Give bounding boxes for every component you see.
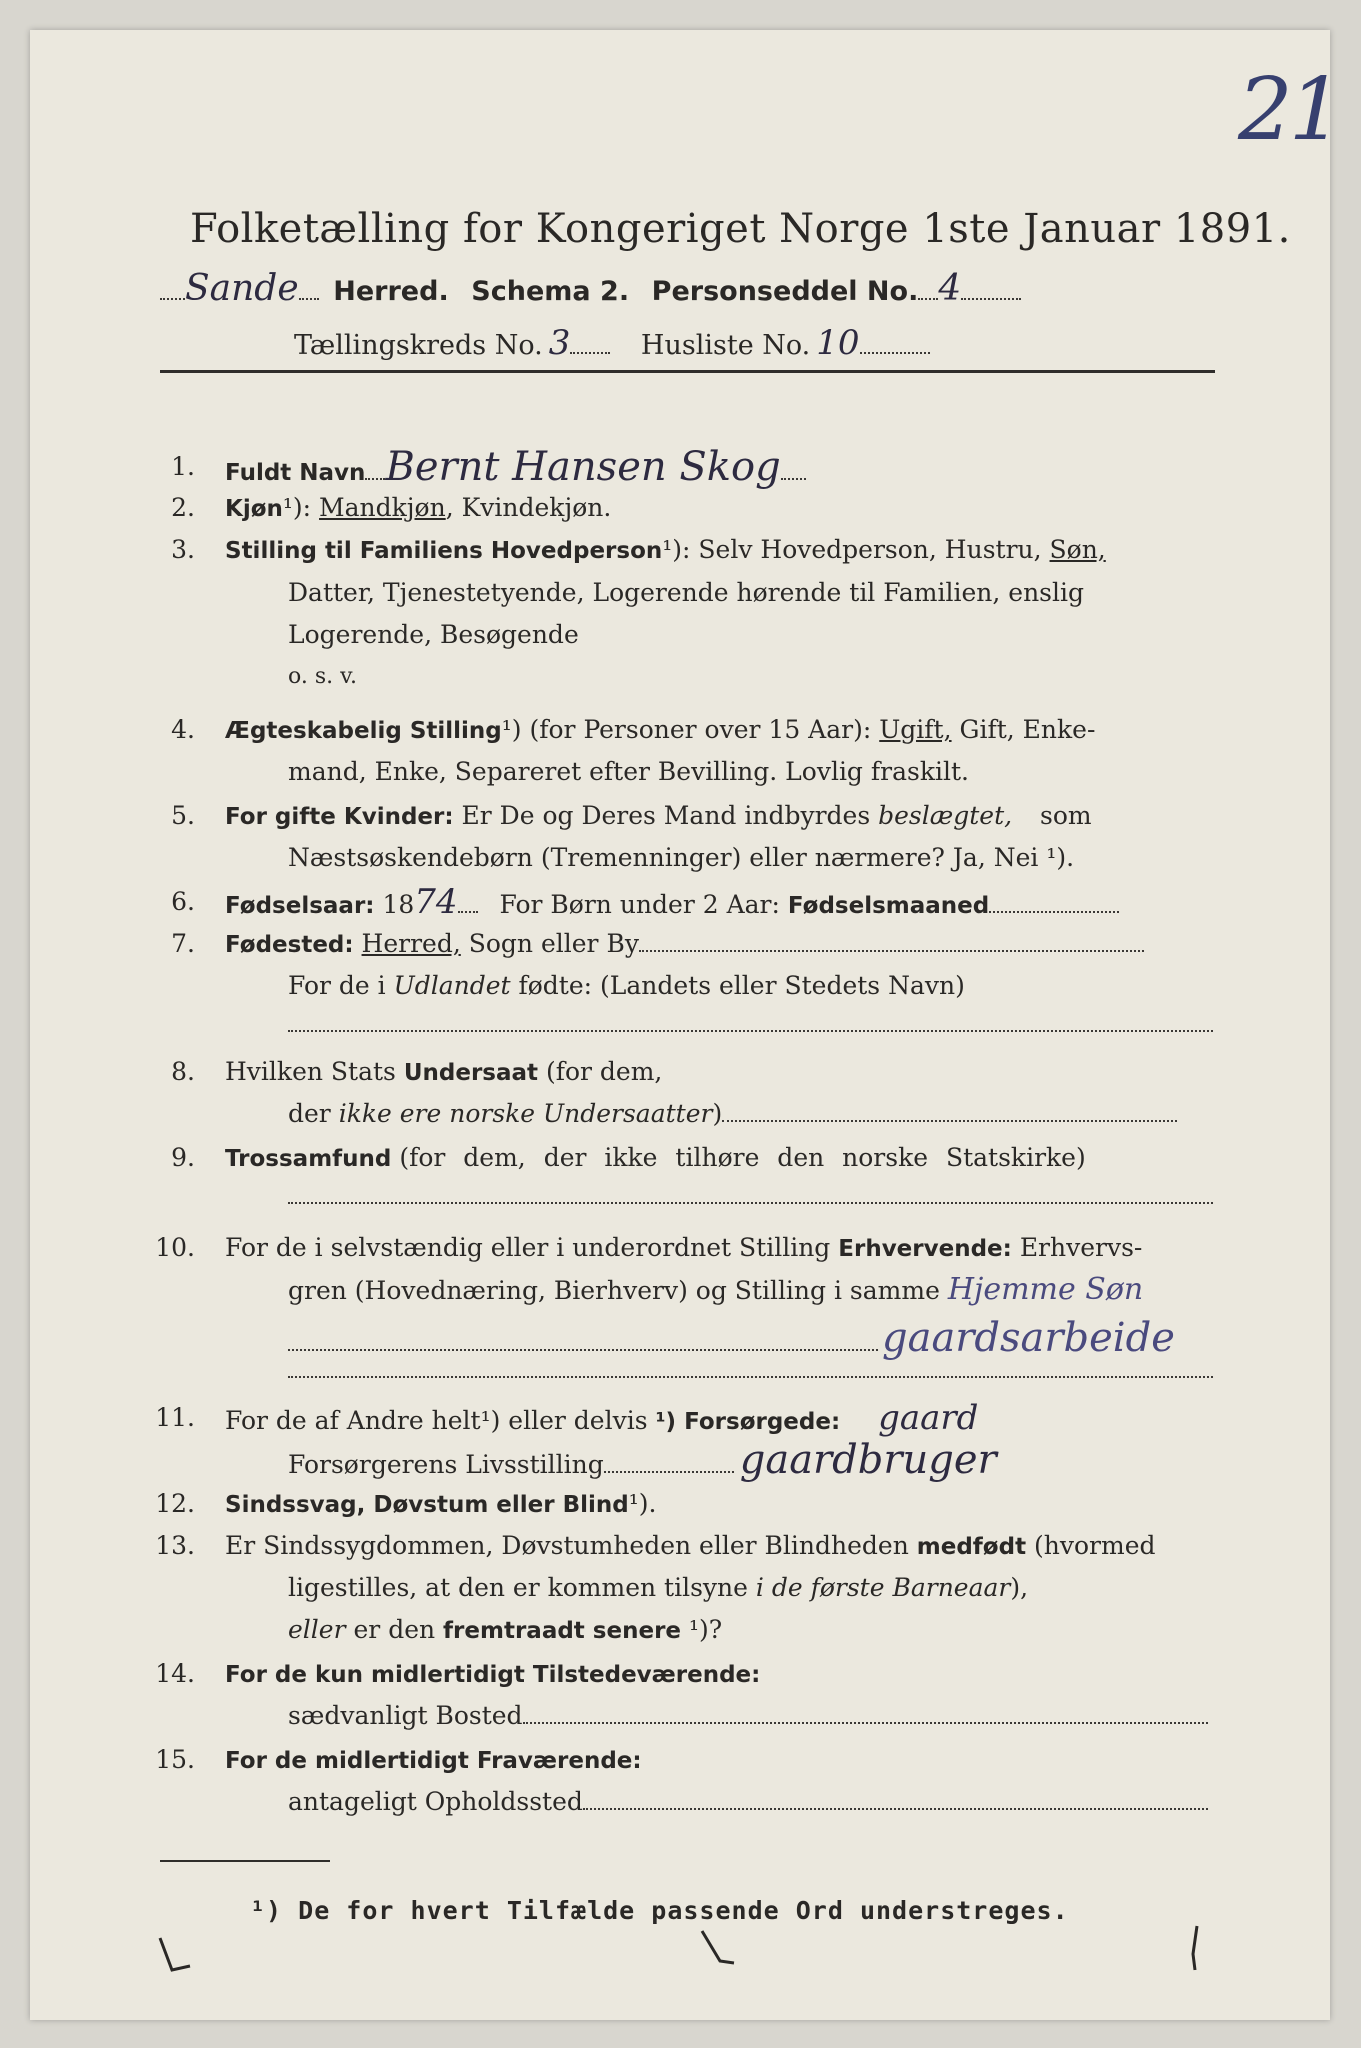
kreds-no: 3 [548,323,571,363]
q10-text2: gren (Hovednæring, Bierhverv) og Stilling i samme [288,1276,940,1305]
footnote: ¹) De for hvert Tilfælde passende Ord understreges. [250,1896,1069,1925]
q11-answer0: gaard [878,1398,979,1438]
q8-text2a: der [288,1099,331,1128]
q6-line [225,882,1119,922]
census-form-sheet [30,30,1340,2020]
q3-label: Stilling til Familiens Hovedperson [225,538,663,564]
q5-line-1 [225,801,1092,832]
q4-label: Ægteskabelig Stilling [225,718,502,744]
q14-label: For de kun midlertidigt Tilstedeværende: [225,1662,761,1688]
personseddel-no: 4 [938,268,962,309]
q13-text1b: (hvormed [1034,1531,1156,1560]
q6-number: 6. [171,887,195,916]
footnote-rule [160,1860,330,1862]
q9-number: 9. [171,1143,195,1172]
q7-number: 7. [171,929,195,958]
q15-number: 15. [155,1745,195,1774]
q6-text: For Børn under 2 Aar: [499,890,780,919]
q15-label: For de midlertidigt Fraværende: [225,1748,642,1774]
q8-label: Undersaat [403,1060,539,1086]
q11-line-1 [225,1398,979,1438]
q13-line-3 [288,1615,722,1646]
q7-label: Fødested: [225,932,354,958]
q5-label: For gifte Kvinder: [225,804,454,830]
q13-text3i: eller [288,1615,346,1644]
q11-text2: Forsørgerens Livsstilling [288,1450,604,1479]
q7-herred: Herred, [361,929,461,958]
husliste-label: Husliste No. [640,330,811,361]
q7-text1: Sogn eller By [468,929,639,958]
q8-text1b: (for dem, [545,1057,663,1086]
q7-text2b: fødte: (Landets eller Stedets Navn) [518,971,965,1000]
q7-line-2 [288,971,965,1001]
q14-text2: sædvanligt Bosted [288,1701,523,1730]
q12-number: 12. [155,1489,195,1518]
form-title: Folketælling for Kongeriget Norge 1ste Januar 1891. [190,206,1291,252]
q4-text1b: Gift, Enke- [959,715,1096,744]
q7-dotted-line [288,1030,1213,1032]
q11-text1b: ¹) eller delvis [480,1406,648,1435]
q15-line-1 [225,1745,642,1776]
q10-dotted-line [288,1376,1213,1378]
q13-text1a: Er Sindssygdommen, Døvstumheden eller Blindheden [225,1531,909,1560]
q9-text: (for dem, der ikke tilhøre den norske Statskirke) [399,1143,1086,1172]
q5-text1b: som [1040,801,1092,830]
q11-line-2 [288,1437,997,1483]
q10-text1b: Erhvervs- [1019,1233,1143,1262]
q8-text2i: ikke ere norske Undersaatter [338,1099,713,1128]
kreds-label: Tællingskreds No. [294,330,543,361]
q5-line-2: Næstsøskendebørn (Tremenninger) eller nærmere? Ja, Nei ¹). [288,843,1075,872]
corner-mark-right [1175,1920,1215,1980]
q8-text1a: Hvilken Stats [225,1057,396,1086]
q3-line-2: Datter, Tjenestetyende, Logerende hørende til Familien, enslig [288,578,1085,607]
q2-line [225,493,611,524]
q8-text2b: ) [712,1099,723,1128]
q11-number: 11. [155,1403,195,1432]
q1-answer: Bernt Hansen Skog [385,444,781,490]
q9-dotted-line [288,1202,1213,1204]
q6-year: 74 [414,882,458,922]
q12-label: Sindssvag, Døvstum eller Blind [225,1492,629,1518]
q13-text3c: ¹)? [688,1615,723,1644]
q6-label: Fødselsaar: [225,893,375,919]
q2-sup: ¹): [282,493,312,522]
corner-mark-left [150,1930,210,1980]
q2-number: 2. [171,493,195,522]
q2-opt-mandkjon: Mandkjøn [319,493,446,522]
q3-number: 3. [171,535,195,564]
q4-line-2: mand, Enke, Separeret efter Bevilling. Lovlig fraskilt. [288,757,969,786]
q14-number: 14. [155,1659,195,1688]
q10-answer2: gaardsarbeide [882,1315,1175,1361]
q13-text2i: i de første Barneaar [755,1573,1011,1602]
q4-number: 4. [171,715,195,744]
q3-son: Søn, [1049,535,1106,564]
q10-line-3 [288,1315,1175,1361]
q15-text2: antageligt Opholdssted [288,1787,583,1816]
q8-line-2 [288,1099,1177,1129]
q3-line-3: Logerende, Besøgende [288,620,579,649]
q13-text2a: ligestilles, at den er kommen tilsyne [288,1573,748,1602]
kreds-line [294,323,930,363]
q4-line-1 [225,715,1095,746]
q13-fremtraadt: fremtraadt senere [443,1618,682,1644]
q13-line-2 [288,1573,1028,1603]
q10-line-2 [288,1272,1144,1307]
q11-text1a: For de af Andre helt [225,1406,481,1435]
herred-line [160,268,1021,309]
q11-label: ¹) Forsørgede: [655,1409,841,1435]
q8-number: 8. [171,1057,195,1086]
q10-label: Erhvervende: [838,1236,1012,1262]
q14-line-2 [288,1701,1208,1731]
schema-label: Schema 2. [471,276,630,307]
q6-prefix: 18 [382,890,415,919]
personseddel-label: Personseddel No. [651,276,919,307]
q14-line-1 [225,1659,760,1690]
q1-number: 1. [171,452,195,481]
q13-label: medfødt [916,1534,1027,1560]
q13-line-1 [225,1531,1156,1562]
q12-line [225,1489,657,1520]
herred-name: Sande [185,268,299,309]
herred-label: Herred. [333,276,449,307]
corner-mark-center [690,1925,750,1975]
q7-udlandet: Udlandet [393,971,511,1000]
q11-answer: gaardbruger [739,1437,997,1483]
q8-line-1 [225,1057,662,1088]
q2-opt-kvindekjon: , Kvindekjøn. [445,493,612,522]
q13-text2b: ), [1010,1573,1029,1602]
q13-text3a: er den [353,1615,436,1644]
q10-line-1 [225,1233,1142,1264]
page-number: 21 [1238,60,1340,160]
q3-text1: ¹): Selv Hovedperson, Hustru, [662,535,1042,564]
q7-line-1 [225,929,1144,960]
header-rule [160,370,1215,373]
q13-number: 13. [155,1531,195,1560]
q3-line-4: o. s. v. [288,664,357,689]
q6-fodselsmaaned: Fødselsmaaned [787,893,990,919]
q10-number: 10. [155,1233,195,1262]
q12-text: ¹). [628,1489,657,1518]
q5-beslaegtet: beslægtet, [878,801,1013,830]
q4-ugift: Ugift, [879,715,952,744]
q9-label: Trossamfund [225,1146,392,1172]
q10-answer1: Hjemme Søn [947,1272,1144,1307]
q5-text1: Er De og Deres Mand indbyrdes [461,801,871,830]
q3-line-1 [225,535,1106,566]
q7-text2a: For de i [288,971,386,1000]
q9-line [225,1143,1086,1174]
q2-label: Kjøn [225,496,283,522]
q10-text1a: For de i selvstændig eller i underordnet Stilling [225,1233,831,1262]
q5-number: 5. [171,801,195,830]
q15-line-2 [288,1787,1208,1817]
q1-label: Fuldt Navn [225,460,366,486]
q1-line [225,444,806,490]
husliste-no: 10 [816,323,860,363]
q4-text1: ¹) (for Personer over 15 Aar): [501,715,872,744]
